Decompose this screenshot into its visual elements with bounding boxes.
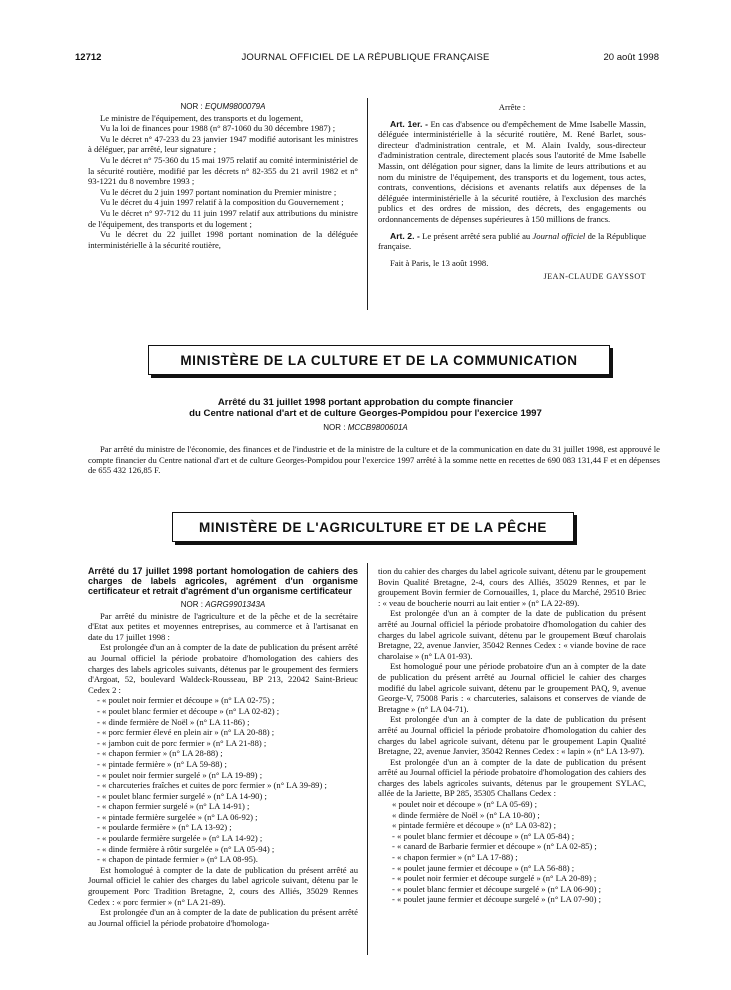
agri-arrete-title: Arrêté du 17 juillet 1998 portant homologation de cahiers des charges de labels agricoles, agrément d'un organisme certificateur et retrait d'agrément d'un organisme certificateur [88, 566, 358, 596]
paragraph: Est prolongée d'un an à compter de la date de publication du présent arrêté au Journal officiel la période probatoire d'homologa- [88, 907, 358, 928]
article-2: Art. 2. - Le présent arrêté sera publié au Journal officiel de la République française. [378, 230, 647, 252]
list-item: - « pintade fermière surgelée » (n° LA 06-92) ; [97, 811, 258, 822]
list-item: - « poularde fermière » (n° LA 13-92) ; [97, 822, 232, 833]
paragraph: Est prolongée d'un an à compter de la date de publication du présent arrêté au Journal officiel la période probatoire d'homologation du cahier des charges du label agricole suivant, détenu par le groupement Lapin Qualité Bretagne, 22, avenue Janvier, 35042 Rennes Cedex : « lapin » (n° LA 13-97). [378, 714, 646, 757]
ministry-agriculture-heading: MINISTÈRE DE L'AGRICULTURE ET DE LA PÊCHE [172, 512, 574, 542]
paragraph: Vu le décret n° 97-712 du 11 juin 1997 relatif aux attributions du ministre de l'équipement, des transports et du logement ; [88, 207, 358, 229]
list-item: - « dinde fermière à rôtir surgelée » (n° LA 05-94) ; [97, 843, 275, 854]
paragraph: Le ministre de l'équipement, des transports et du logement, [100, 112, 303, 123]
nor-line: NOR : AGRG9901343A [180, 600, 266, 609]
paragraph: Est prolongée d'un an à compter de la date de publication du présent arrêté au Journal officiel la période probatoire d'homologation du cahier des charges du label agricole suivant, détenu par le groupement Bœuf charolais Bretagne, 22, avenue Janvier, 35042 Rennes Cedex : « viande bovine de race charolaise » (n° LA 01-93). [378, 608, 646, 661]
culture-arrete-text: Par arrêté du ministre de l'économie, des finances et de l'industrie et de la ministre de la culture et de la communication en date du 31 juillet 1998, est approuvé le compte financier du Centre national d'art et de culture Georges-Pompidou pour l'exercice 1997 arrêté à la somme nette en recettes de 690 083 131,44 F et en dépenses de 655 432 126,85 F. [88, 444, 660, 476]
culture-nor-line: NOR : MCCB9800601A [323, 423, 408, 432]
paragraph: Vu le décret n° 75-360 du 15 mai 1975 relatif au comité interministériel de la sécurité routière, modifié par les décrets n° 82-355 du 21 avril 1982 et n° 93-1221 du 8 novembre 1993 ; [88, 154, 358, 187]
list-item: - « poulet blanc fermier et découpe surgelé » (n° LA 06-90) ; [392, 883, 601, 894]
agriculture-left-column [88, 566, 358, 928]
arrete-heading: Arrête : [498, 102, 526, 112]
label-list [88, 695, 358, 865]
column-divider [367, 563, 368, 955]
list-item: « dinde fermière de Noël » (n° LA 10-80) ; [392, 809, 540, 820]
list-item: « poulet noir et découpe » (n° LA 05-69) ; [392, 799, 537, 810]
article-label: Art. 2. - [390, 230, 420, 241]
list-item: - « poulet jaune fermier et découpe surgelé » (n° LA 07-90) ; [392, 894, 601, 905]
ministry-culture-heading: MINISTÈRE DE LA CULTURE ET DE LA COMMUNICATION [148, 345, 610, 375]
paragraph: Est prolongée d'un an à compter de la date de publication du présent arrêté au Journal officiel la période probatoire d'homologation des cahiers des charges des labels agricoles suivants, détenus par le groupement SYLAC, allée de la Jariette, BP 285, 35305 Challans Cedex : [378, 756, 646, 799]
paragraph: Est homologué pour une période probatoire d'un an à compter de la date de publication du présent arrêté au Journal officiel le cahier des charges modifié du label agricole suivant, détenu par le groupement PAQ, 9, avenue George-V, 75008 Paris : « charcuteries, salaisons et conserves de viande de Bretagne » (n° LA 04-71). [378, 661, 646, 714]
article-label: Art. 1er. - [390, 118, 428, 129]
label-list [378, 799, 646, 905]
list-item: - « pintade fermière » (n° LA 59-88) ; [97, 758, 227, 769]
article-1: Art. 1er. - En cas d'absence ou d'empêchement de Mme Isabelle Massin, déléguée interministérielle à la sécurité routière, M. René Barlet, sous-directeur d'administration centrale, et M. Alain Ivaldy, sous-directeur d'administration centrale, directement placés sous l'autorité de Mme Isabelle Massin, ont délégation pour signer, dans la limite de leurs attributions et au nom du ministre de l'équipement, des transports et du logement, tous actes, contrats, conventions, décisions et avenants relatifs aux dépenses de la déléguée interministérielle à la sécurité routière, à l'exclusion des marchés publics et des ordres de mission, des décrets, des engagements ou ordonnancements de dépenses supérieures à 150 millions de francs. [378, 118, 646, 224]
culture-arrete-title: Arrêté du 31 juillet 1998 portant approbation du compte financier du Centre national d'art et de culture Georges-Pompidou pour l'exercice 1997 [189, 397, 542, 419]
nor-code: EQUM9800079A [204, 102, 266, 111]
list-item: - « dinde fermière de Noël » (n° LA 11-86) ; [97, 716, 250, 727]
fait-line: Fait à Paris, le 13 août 1998. [390, 257, 489, 268]
paragraph: Vu le décret du 22 juillet 1998 portant nomination de la déléguée interministérielle à la sécurité routière, [88, 229, 358, 250]
agriculture-right-column [378, 566, 646, 905]
signature: JEAN-CLAUDE GAYSSOT [543, 272, 646, 282]
column-divider [367, 98, 368, 310]
list-item: - « poulet blanc fermier et découpe » (n° LA 05-84) ; [392, 830, 575, 841]
page-number: 12712 [75, 52, 102, 63]
list-item: - « poulet noir fermier surgelé » (n° LA 19-89) ; [97, 769, 263, 780]
list-item: - « jambon cuit de porc fermier » (n° LA 21-88) ; [97, 737, 267, 748]
list-item: - « canard de Barbarie fermier et découpe » (n° LA 02-85) ; [392, 841, 597, 852]
paragraph: tion du cahier des charges du label agricole suivant, détenu par le groupement Bovin Qualité Bretagne, 2-4, cours des Alliés, 35029 Rennes, et par le groupement Bovin fermier de Cornouailles, 1, place du Marché, 29510 Briec : « veau de boucherie nourri au lait entier » (n° LA 22-89). [378, 566, 646, 608]
list-item: - « chapon fermier » (n° LA 17-88) ; [392, 852, 518, 863]
paragraph: Par arrêté du ministre de l'agriculture et de la pêche et de la secrétaire d'Etat aux petites et moyennes entreprises, au commerce et à l'artisanat en date du 17 juillet 1998 : [88, 610, 358, 642]
list-item: « pintade fermière et découpe » (n° LA 03-82) ; [392, 820, 557, 831]
list-item: - « poulet jaune fermier et découpe » (n° LA 56-88) ; [392, 862, 575, 873]
journal-title: JOURNAL OFFICIEL DE LA RÉPUBLIQUE FRANÇAISE [241, 52, 490, 63]
list-item: - « poulet blanc fermier surgelé » (n° LA 14-90) ; [97, 790, 267, 801]
list-item: - « chapon de pintade fermier » (n° LA 08-95). [97, 854, 258, 865]
paragraph: Vu le décret du 4 juin 1997 relatif à la composition du Gouvernement ; [100, 197, 344, 208]
list-item: - « poulet blanc fermier et découpe » (n° LA 02-82) ; [97, 705, 280, 716]
paragraph: Vu le décret du 2 juin 1997 portant nomination du Premier ministre ; [100, 186, 337, 197]
list-item: - « poulet noir fermier et découpe » (n° LA 02-75) ; [97, 695, 275, 706]
list-item: - « chapon fermier surgelé » (n° LA 14-91) ; [97, 801, 250, 812]
paragraph: Est prolongée d'un an à compter de la date de publication du présent arrêté au Journal officiel la période probatoire d'homologation des cahiers des charges des labels agricoles suivants, détenus par le groupement des fermiers d'Argoat, 52, boulevard Waldeck-Rousseau, BP 213, 22042 Saint-Brieuc Cedex 2 : [88, 642, 358, 695]
list-item: - « chapon fermier » (n° LA 28-88) ; [97, 748, 223, 759]
paragraph: Est homologué à compter de la date de publication du présent arrêté au Journal officiel le cahier des charges du label agricole suivant, détenu par le groupement Porc Tradition Bretagne, 2, cours des Alliés, 35029 Rennes Cedex : « porc fermier » (n° LA 21-89). [88, 864, 358, 907]
paragraph: Vu la loi de finances pour 1988 (n° 87-1060 du 30 décembre 1987) ; [100, 123, 336, 134]
issue-date: 20 août 1998 [603, 52, 659, 63]
top-right-column [378, 102, 646, 283]
list-item: - « charcuteries fraîches et cuites de porc fermier » (n° LA 39-89) ; [97, 780, 327, 791]
nor-line: NOR : EQUM9800079A [180, 102, 266, 111]
list-item: - « porc fermier élevé en plein air » (n° LA 20-88) ; [97, 727, 275, 738]
paragraph: Vu le décret n° 47-233 du 23 janvier 1947 modifié autorisant les ministres à déléguer, par arrêté, leur signature ; [88, 133, 358, 155]
list-item: - « poularde fermière surgelée » (n° LA 14-92) ; [97, 833, 263, 844]
page-header [0, 52, 731, 66]
list-item: - « poulet noir fermier et découpe surgelé » (n° LA 20-89) ; [392, 873, 597, 884]
top-left-column [88, 102, 358, 250]
nor-code: AGRG9901343A [205, 600, 266, 609]
